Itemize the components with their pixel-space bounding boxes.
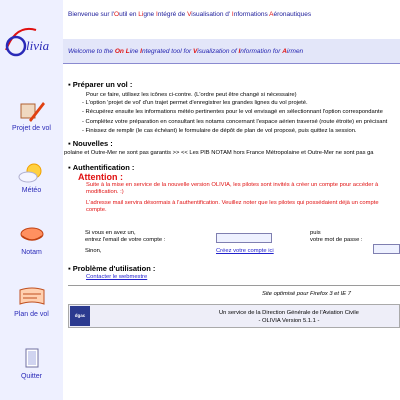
login-form	[85, 230, 400, 260]
auth-title: ▪ Authentification :	[68, 163, 400, 172]
attention-line: Suite à la mise en service de la nouvelle version OLIVIA, les pilotes sont invités à créer un compte pour accéder à	[86, 182, 379, 189]
password-hint: puis	[310, 230, 321, 236]
news-title: ▪ Nouvelles :	[68, 139, 400, 148]
sidebar-item-quitter[interactable]	[0, 346, 63, 380]
dgac-logo[interactable]: dgac	[70, 306, 90, 326]
divider	[68, 285, 400, 286]
attention-line: modification. :)	[86, 189, 124, 196]
attention-line: compte.	[86, 206, 107, 213]
sun-cloud-icon	[17, 160, 47, 186]
email-label: entrez l'email de votre compte :	[85, 237, 166, 243]
footer-line: - OLIVIA Version 5.1.1 -	[258, 317, 320, 324]
sidebar-item-label: Projet de vol	[12, 125, 51, 132]
browser-note: Site optimisé pour Firefox 3 et IE 7	[262, 291, 351, 297]
list-item: - Complétez votre préparation en consultant les notams concernant l'espace aérien traversé (route étroite) en précisant	[82, 118, 400, 127]
sidebar-item-label: Météo	[21, 187, 42, 194]
notam-icon	[17, 222, 47, 248]
webmaster-link[interactable]: Contacter le webmestre	[86, 274, 148, 280]
create-account-link[interactable]: Créez votre compte ici	[216, 248, 274, 254]
attention-heading: Attention :	[78, 172, 123, 183]
sidebar-item-label: Quitter	[20, 373, 42, 380]
news-ticker: polaine et Outre-Mer ne sont pas garantis >> << Les PIB NOTAM hors France Métropolaine et Outre-Mer ne sont pas ga	[64, 150, 374, 157]
sidebar-item-label: Notam	[21, 249, 42, 256]
sidebar-item-meteo[interactable]	[0, 160, 63, 194]
prepare-title: ▪ Préparer un vol :	[68, 80, 400, 89]
sidebar-item-plan-de-vol[interactable]	[0, 284, 63, 318]
login-hint: Si vous en avez un,	[85, 230, 136, 236]
footer-line: Un service de la Direction Générale de l'Aviation Civile	[219, 310, 359, 316]
footer-text	[219, 310, 359, 325]
door-exit-icon	[17, 346, 47, 372]
main-content	[64, 80, 400, 214]
attention-line: L'adresse mail servira désormais à l'authentification. Veuillez noter que les pilotes qui possédaient déjà un compte	[86, 199, 379, 206]
problem-title: ▪ Problème d'utilisation :	[68, 264, 155, 273]
email-field[interactable]	[216, 233, 272, 243]
list-item: - L'option 'projet de vol' d'un trajet permet d'enregistrer les grandes lignes du vol projeté.	[82, 99, 400, 108]
list-item: - Récupérez ensuite les informations météo pertinentes pour le vol envisagé en sélectionnant l'option correspondante	[82, 108, 400, 117]
flight-plan-icon	[17, 284, 47, 310]
svg-text:livia: livia	[26, 38, 50, 53]
pen-icon	[17, 98, 47, 124]
password-label: votre mot de passe :	[310, 237, 363, 243]
welcome-english: Welcome to the On Line Integrated tool for Visualization of Information for Airmen	[68, 48, 304, 55]
problem-section	[68, 264, 155, 281]
footer	[68, 304, 400, 328]
sinon-label: Sinon,	[85, 248, 102, 254]
left-sidebar	[0, 0, 63, 400]
password-field[interactable]	[373, 244, 400, 254]
welcome-english-band	[63, 39, 400, 63]
sidebar-item-label: Plan de vol	[14, 311, 49, 318]
sidebar-item-notam[interactable]	[0, 222, 63, 256]
sidebar-item-projet-de-vol[interactable]	[0, 98, 63, 132]
divider	[63, 63, 400, 64]
welcome-french: Bienvenue sur l'Outil en Ligne Intégré de Visualisation d' Informations Aéronautiques	[68, 11, 312, 18]
prepare-steps	[82, 99, 400, 136]
list-item: - Finissez de remplir (le cas échéant) le formulaire de dépôt de plan de vol proposé, puis quittez la session.	[82, 127, 400, 136]
olivia-logo[interactable]	[2, 20, 62, 62]
prepare-intro: Pour ce faire, utilisez les icônes ci-contre. (L'ordre peut être changé si nécessaire)	[86, 92, 297, 98]
